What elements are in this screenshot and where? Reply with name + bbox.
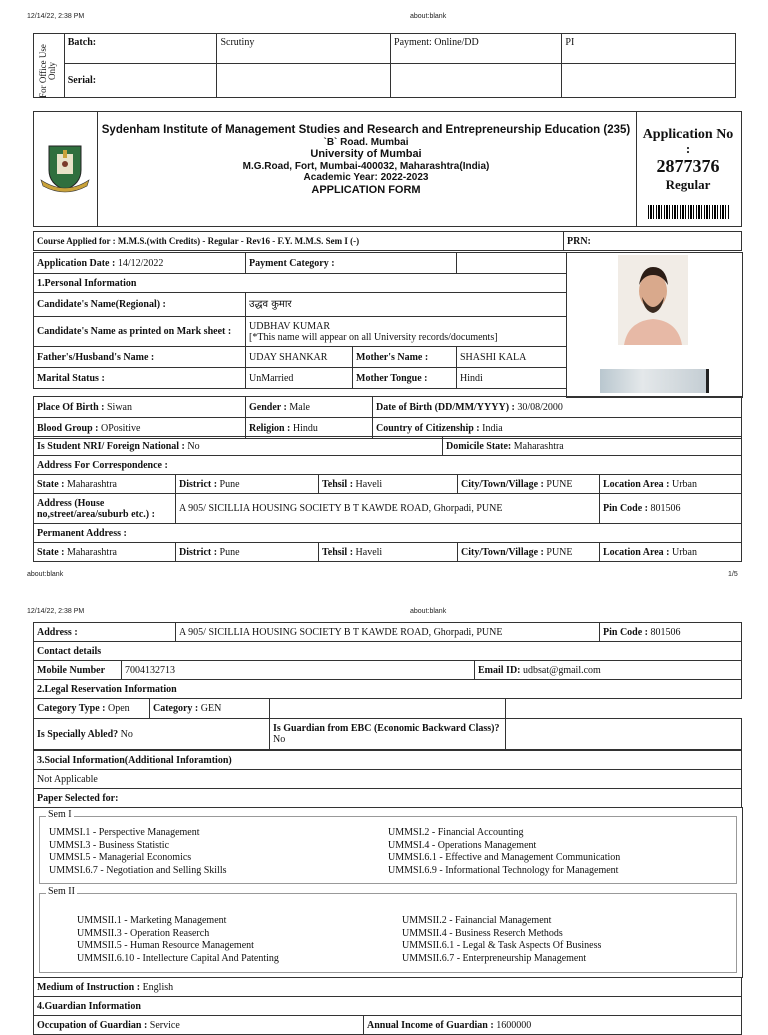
sem2-paper: UMMSII.6.1 - Legal & Task Aspects Of Business	[402, 940, 602, 951]
course-label: Course Applied for :	[37, 235, 116, 246]
course-value: M.M.S.(with Credits) - Regular - Rev16 - F.Y. M.M.S. Sem I (-)	[117, 235, 360, 246]
app-date-label: Application Date :	[37, 257, 116, 269]
perm-pin: 801506	[650, 626, 681, 638]
medium-table	[33, 977, 742, 1035]
corr-state: Maharashtra	[67, 478, 117, 490]
office-use-table	[33, 33, 736, 98]
religion-value: Hindu	[292, 422, 318, 434]
perm-city-label: City/Town/Village :	[461, 546, 544, 558]
academic-year: Academic Year: 2022-2023	[303, 172, 429, 183]
office-use-cell	[34, 34, 65, 98]
category: GEN	[200, 703, 222, 714]
gender-label: Gender :	[249, 401, 287, 413]
income-label: Annual Income of Guardian :	[367, 1019, 494, 1031]
specially-abled-label: Is Specially Abled?	[37, 728, 119, 740]
sem2-paper: UMMSII.1 - Marketing Management	[77, 915, 227, 926]
payment-label: Payment: Online/DD	[394, 37, 479, 48]
university-address: M.G.Road, Fort, Mumbai-400032, Maharashtra(India)	[242, 161, 490, 172]
nri-label: Is Student NRI/ Foreign National :	[37, 440, 185, 452]
payment-category-label: Payment Category :	[249, 257, 335, 269]
domicile-value: Maharashtra	[513, 440, 564, 452]
email-value: udbsat@gmail.com	[523, 664, 601, 676]
perm-district-label: District :	[179, 546, 218, 558]
application-type: Regular	[665, 177, 711, 192]
gender-value: Male	[289, 401, 310, 413]
prn-label: PRN:	[567, 235, 591, 247]
sem2-paper: UMMSII.3 - Operation Reaserch	[77, 927, 210, 939]
name-regional-value: उद्धव कुमार	[249, 299, 292, 310]
serial-label: Serial:	[67, 75, 97, 86]
correspondence-table	[33, 474, 742, 562]
application-number: 2877376	[656, 156, 720, 176]
corr-tehsil: Haveli	[355, 478, 383, 490]
marital-label: Marital Status :	[37, 372, 105, 384]
corr-city-label: City/Town/Village :	[461, 478, 544, 490]
signature-icon	[600, 369, 709, 393]
mother-label: Mother's Name :	[356, 351, 429, 363]
print-datetime: 12/14/22, 2:38 PM	[27, 13, 85, 20]
app-date-value: 14/12/2022	[117, 257, 164, 269]
form-title: APPLICATION FORM	[311, 184, 421, 196]
tongue-label: Mother Tongue :	[356, 372, 428, 384]
sem2-left-list	[77, 915, 279, 965]
category-type: Open	[108, 703, 130, 714]
sem1-paper: UMMSI.1 - Perspective Management	[49, 827, 200, 838]
domicile-label: Domicile State:	[446, 440, 512, 452]
corr-pin-label: Pin Code :	[603, 503, 648, 514]
corr-pin: 801506	[650, 503, 681, 514]
social-section-title: 3.Social Information(Additional Inforamtion)	[37, 754, 232, 766]
paper-title: Paper Selected for:	[37, 792, 119, 804]
occupation-value: Service	[149, 1019, 180, 1031]
contact-title: Contact details	[37, 645, 102, 657]
citizenship-label: Country of Citizenship :	[376, 422, 480, 434]
page-number: 1/5	[728, 571, 738, 578]
specially-abled: No	[120, 728, 133, 740]
nri-value: No	[187, 440, 200, 452]
permanent-title: Permanent Address :	[37, 527, 127, 539]
father-value: UDAY SHANKAR	[249, 351, 328, 363]
application-no-colon: :	[685, 141, 691, 156]
corr-location: Urban	[671, 478, 697, 490]
sem2-paper: UMMSII.5 - Human Resource Management	[77, 940, 254, 951]
name-printed-value: UDBHAV KUMAR	[249, 320, 331, 332]
sem1-left-list	[49, 827, 227, 877]
sem1-paper: UMMSI.5 - Managerial Economics	[49, 852, 192, 863]
birth-place-label: Place Of Birth :	[37, 401, 105, 413]
name-note: [*This name will appear on all University records/documents]	[249, 331, 498, 343]
university-name: University of Mumbai	[310, 148, 422, 160]
office-use-label: For Office Use Only	[38, 44, 57, 98]
perm-tehsil-label: Tehsil :	[322, 546, 354, 558]
dob-label: Date of Birth (DD/MM/YYYY) :	[376, 401, 515, 413]
institute-road: `B` Road. Mumbai	[323, 137, 409, 148]
corr-city: PUNE	[546, 478, 573, 490]
sem1-paper: UMMSI.4 - Operations Management	[388, 839, 537, 851]
ebc-value: No	[273, 734, 286, 745]
personal-section-title: 1.Personal Information	[37, 277, 137, 289]
sem1-paper: UMMSI.6.9 - Informational Technology for Management	[388, 864, 619, 876]
blood-value: OPositive	[101, 422, 141, 434]
contact-table	[33, 641, 742, 699]
corr-address-label: Address (House no,street/area/suburb etc.) :	[37, 497, 155, 520]
tongue-value: Hindi	[460, 372, 483, 384]
barcode-icon	[648, 205, 730, 219]
perm-state: Maharashtra	[67, 546, 117, 558]
corr-state-label: State :	[37, 478, 65, 490]
perm-pin-label: Pin Code :	[603, 626, 648, 638]
mother-value: SHASHI KALA	[460, 351, 527, 363]
perm-state-label: State :	[37, 546, 65, 558]
social-table	[33, 750, 742, 808]
category-type-label: Category Type :	[37, 703, 106, 714]
pi-label: PI	[565, 37, 575, 48]
marital-value: UnMarried	[249, 372, 294, 384]
sem1-paper: UMMSI.3 - Business Statistic	[49, 839, 170, 851]
mobile-value: 7004132713	[125, 664, 175, 676]
email-label: Email ID:	[478, 664, 521, 676]
occupation-label: Occupation of Guardian :	[37, 1019, 148, 1031]
legal-table	[33, 698, 742, 750]
personal-details-table	[33, 396, 742, 439]
legal-section-title: 2.Legal Reservation Information	[37, 683, 177, 695]
perm-address: A 905/ SICILLIA HOUSING SOCIETY B T KAWDE ROAD, Ghorpadi, PUNE	[179, 626, 503, 638]
medium-value: English	[142, 981, 174, 993]
perm-address-table	[33, 622, 742, 642]
perm-address-label: Address :	[37, 626, 78, 638]
application-no-label: Application No	[642, 127, 734, 142]
university-crest-icon	[37, 140, 93, 196]
sem2-right-list	[402, 915, 601, 965]
correspondence-title: Address For Correspondence :	[37, 459, 168, 471]
perm-tehsil: Haveli	[355, 546, 383, 558]
perm-city: PUNE	[546, 546, 573, 558]
sem1-legend: Sem I	[48, 809, 72, 820]
name-printed-label: Candidate's Name as printed on Mark sheet :	[37, 326, 232, 337]
sem1-right-list	[388, 827, 620, 877]
citizenship-value: India	[482, 422, 503, 434]
income-value: 1600000	[496, 1019, 532, 1031]
guardian-section-title: 4.Guardian Information	[37, 1000, 141, 1012]
birth-place-value: Siwan	[106, 401, 132, 413]
personal-table	[33, 252, 567, 389]
religion-label: Religion :	[249, 422, 291, 434]
name-regional-label: Candidate's Name(Regional) :	[37, 299, 166, 310]
sem2-paper: UMMSII.4 - Business Reserch Methods	[402, 927, 563, 939]
nri-table	[33, 436, 742, 475]
scrutiny-label: Scrutiny	[220, 37, 255, 48]
print-url: about:blank	[410, 13, 447, 20]
corr-tehsil-label: Tehsil :	[322, 478, 354, 490]
category-label: Category :	[153, 703, 199, 714]
batch-label: Batch:	[67, 37, 97, 48]
sem2-legend: Sem II	[48, 886, 75, 897]
medium-label: Medium of Instruction :	[37, 981, 141, 993]
sem2-paper: UMMSII.2 - Fainancial Management	[402, 915, 552, 926]
social-value: Not Applicable	[37, 773, 98, 785]
footer-url: about:blank	[27, 571, 64, 578]
sem2-paper: UMMSII.6.7 - Enterpreneurship Management	[402, 952, 587, 964]
ebc-label: Is Guardian from EBC (Economic Backward Class)?	[273, 723, 500, 734]
print-url-2: about:blank	[410, 608, 447, 615]
father-label: Father's/Husband's Name :	[37, 351, 155, 363]
sem2-paper: UMMSII.6.10 - Intellecture Capital And Patenting	[77, 952, 279, 964]
sem1-paper: UMMSI.2 - Financial Accounting	[388, 827, 524, 838]
corr-district: Pune	[219, 478, 240, 490]
candidate-photo-icon	[618, 255, 688, 345]
mobile-label: Mobile Number	[37, 664, 106, 676]
dob-value: 30/08/2000	[517, 401, 563, 413]
sem1-paper: UMMSI.6.7 - Negotiation and Selling Skills	[49, 864, 227, 876]
print-datetime-2: 12/14/22, 2:38 PM	[27, 608, 85, 615]
perm-district: Pune	[219, 546, 240, 558]
perm-location-label: Location Area :	[603, 546, 670, 558]
corr-district-label: District :	[179, 478, 218, 490]
corr-location-label: Location Area :	[603, 478, 670, 490]
institute-name: Sydenham Institute of Management Studies and Research and Entrepreneurship Education (235)	[101, 124, 631, 136]
sem1-paper: UMMSI.6.1 - Effective and Management Communication	[388, 852, 621, 863]
course-table	[33, 231, 742, 251]
corr-address: A 905/ SICILLIA HOUSING SOCIETY B T KAWDE ROAD, Ghorpadi, PUNE	[179, 503, 503, 514]
blood-label: Blood Group :	[37, 422, 99, 434]
perm-location: Urban	[671, 546, 697, 558]
